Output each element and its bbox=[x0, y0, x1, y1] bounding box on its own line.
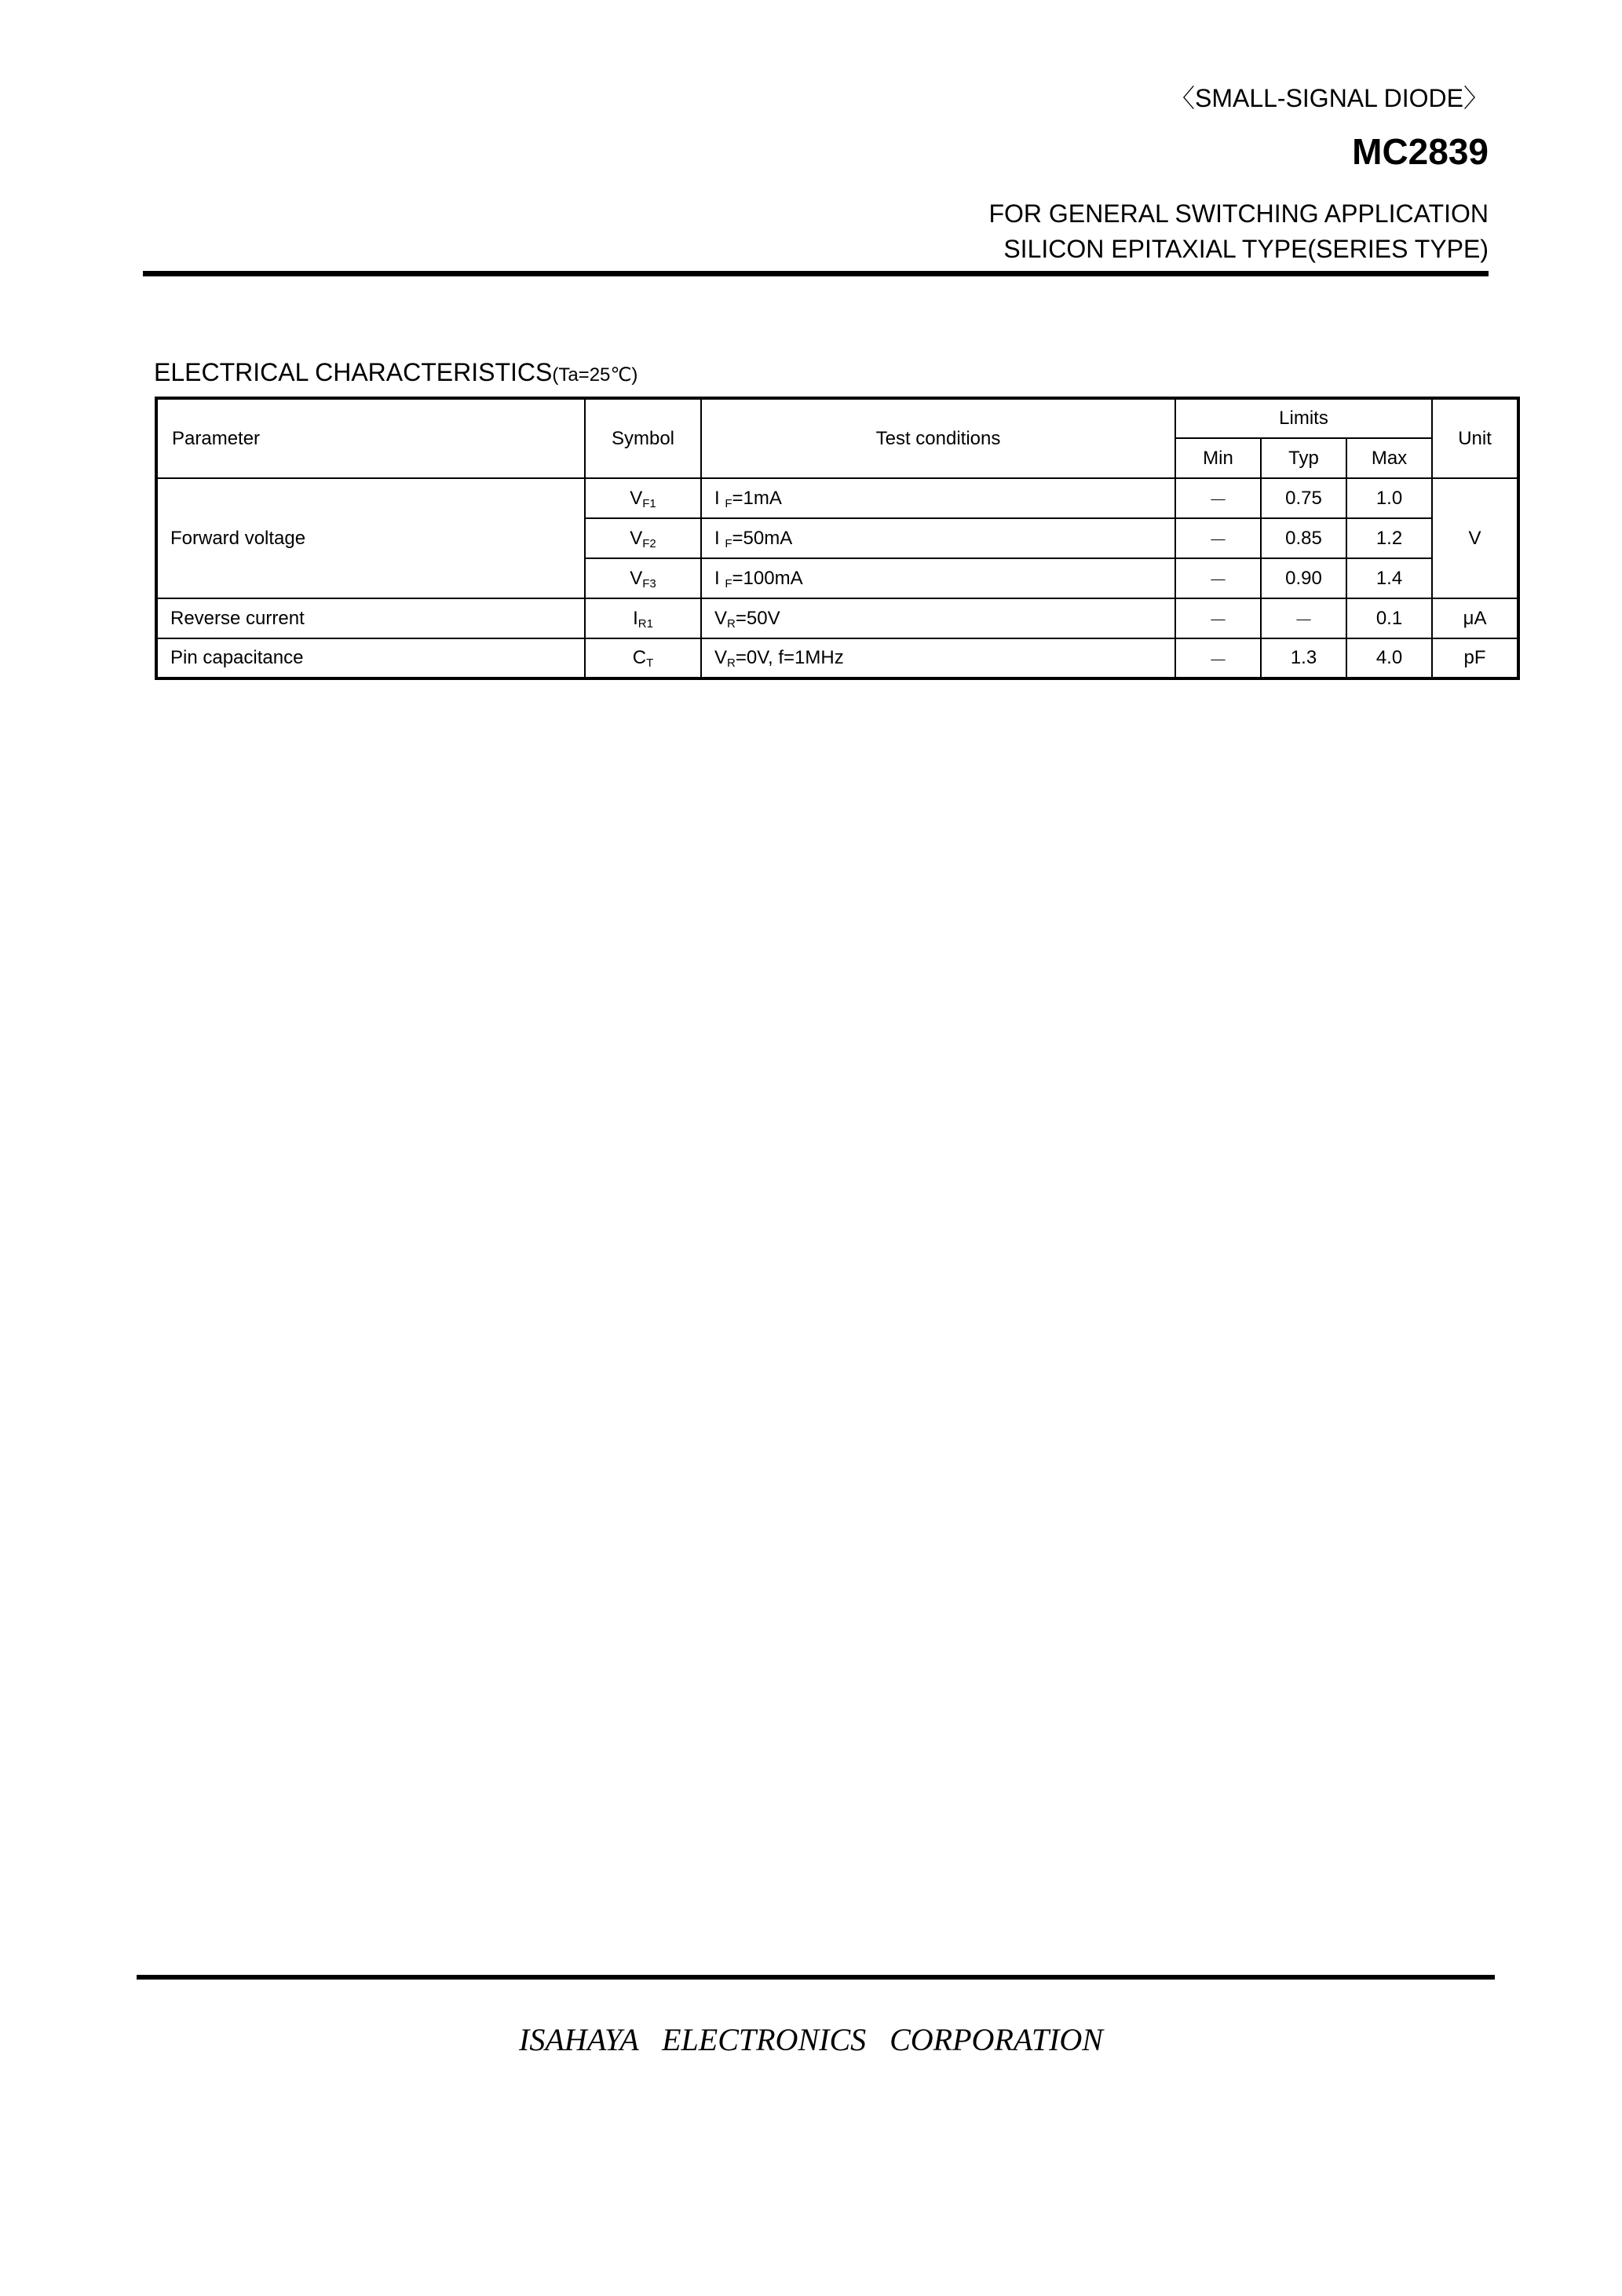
min-ir1: － bbox=[1175, 598, 1261, 638]
max-ct: 4.0 bbox=[1346, 638, 1432, 678]
symbol-vf3: $V_{F3}$ bbox=[585, 558, 701, 598]
application-line-1: FOR GENERAL SWITCHING APPLICATION bbox=[988, 199, 1489, 228]
table-row bbox=[156, 638, 1518, 678]
cond-vf1: I $_F$=1mA bbox=[701, 478, 1175, 518]
header-parameter: Parameter bbox=[156, 398, 585, 478]
symbol-ct: $C_T$ bbox=[585, 638, 701, 678]
typ-ir1: － bbox=[1261, 598, 1346, 638]
unit-forward-voltage: V bbox=[1432, 478, 1518, 598]
min-vf3: － bbox=[1175, 558, 1261, 598]
cond-vf2: I $_F$=50mA bbox=[701, 518, 1175, 558]
typ-vf1: 0.75 bbox=[1261, 478, 1346, 518]
header-unit: Unit bbox=[1432, 398, 1518, 478]
min-ct: － bbox=[1175, 638, 1261, 678]
table-row bbox=[156, 598, 1518, 638]
cond-ct: $V_R=0V$, f=1MHz bbox=[701, 638, 1175, 678]
param-reverse-current: Reverse current bbox=[156, 598, 585, 638]
max-vf2: 1.2 bbox=[1346, 518, 1432, 558]
company-name: ISAHAYA ELECTRONICS CORPORATION bbox=[519, 2022, 1103, 2057]
section-heading bbox=[154, 358, 637, 387]
section-heading-condition: (Ta=25℃) bbox=[552, 364, 638, 386]
header-test-conditions: Test conditions bbox=[701, 398, 1175, 478]
symbol-ir1: $I_{R1}$ bbox=[585, 598, 701, 638]
param-pin-capacitance: Pin capacitance bbox=[156, 638, 585, 678]
electrical-characteristics-table bbox=[155, 397, 1520, 680]
header-symbol: Symbol bbox=[585, 398, 701, 478]
header-max: Max bbox=[1346, 438, 1432, 478]
typ-vf2: 0.85 bbox=[1261, 518, 1346, 558]
table-row bbox=[156, 478, 1518, 518]
footer-divider bbox=[137, 1975, 1495, 1980]
product-category: 〈SMALL-SIGNAL DIODE〉 bbox=[1169, 84, 1489, 112]
cond-vf3: I $_F$=100mA bbox=[701, 558, 1175, 598]
min-vf2: － bbox=[1175, 518, 1261, 558]
cond-ir1: $V_R=50V$ bbox=[701, 598, 1175, 638]
symbol-vf1: $V_{F1}$ bbox=[585, 478, 701, 518]
unit-pin-capacitance: pF bbox=[1432, 638, 1518, 678]
header-divider bbox=[143, 271, 1489, 276]
symbol-vf2: $V_{F2}$ bbox=[585, 518, 701, 558]
param-forward-voltage: Forward voltage bbox=[156, 478, 585, 598]
max-ir1: 0.1 bbox=[1346, 598, 1432, 638]
part-number: MC2839 bbox=[1352, 131, 1489, 172]
section-heading-title: ELECTRICAL CHARACTERISTICS bbox=[154, 358, 553, 386]
max-vf3: 1.4 bbox=[1346, 558, 1432, 598]
header-typ: Typ bbox=[1261, 438, 1346, 478]
header-limits: Limits bbox=[1175, 398, 1432, 438]
max-vf1: 1.0 bbox=[1346, 478, 1432, 518]
header-min: Min bbox=[1175, 438, 1261, 478]
application-line-2: SILICON EPITAXIAL TYPE(SERIES TYPE) bbox=[1003, 235, 1489, 263]
typ-ct: 1.3 bbox=[1261, 638, 1346, 678]
typ-vf3: 0.90 bbox=[1261, 558, 1346, 598]
min-vf1: － bbox=[1175, 478, 1261, 518]
unit-reverse-current: μA bbox=[1432, 598, 1518, 638]
